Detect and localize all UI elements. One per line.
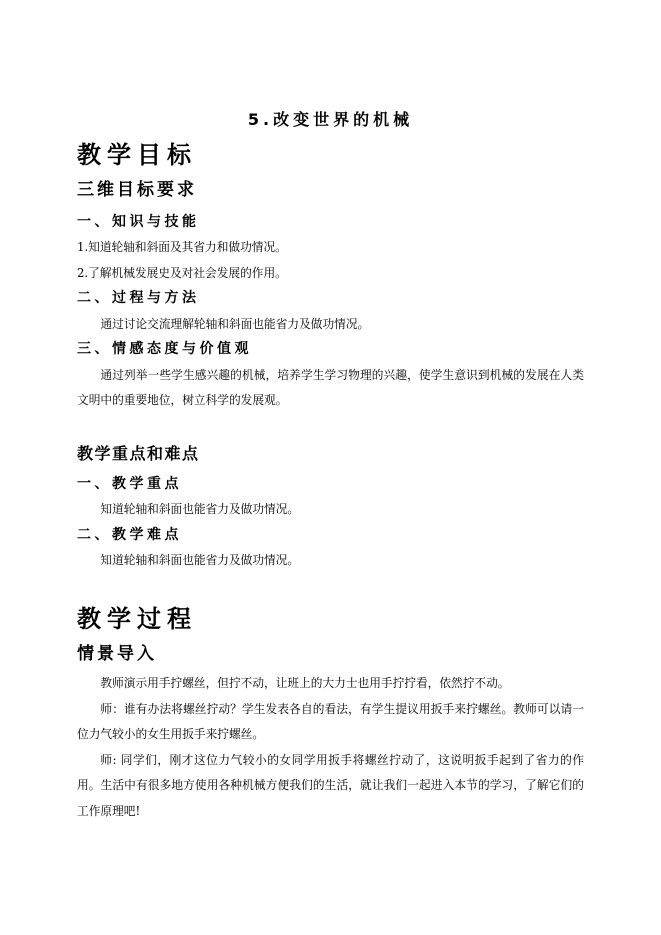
heading-teaching-process: 教学过程 [77,603,197,633]
heading-emotion-attitude-values: 三、情感态度与价值观 [77,341,252,357]
heading-knowledge-and-skills: 一、知识与技能 [77,213,200,230]
process-paragraph: 师：谁有办法将螺丝拧动？学生发表各自的看法，有学生提议用扳手来拧螺丝。教师可以请一位力气较小的女生用扳手来拧螺丝。 [77,701,584,741]
heading-three-dimensional-requirements: 三维目标要求 [77,180,197,200]
process-paragraph: 师: 同学们，刚才这位力气较小的女同学用扳手将螺丝拧动了，这说明扳手起到了省力的作用。生活中有很多地方使用各种机械方便我们的生活，就让我们一起进入本节的学习，了解它们的工作原理吧! [77,752,584,818]
heading-process-and-method: 二、过程与方法 [77,290,200,306]
emotion-values-text: 通过列举一些学生感兴趣的机械，培养学生学习物理的兴趣，使学生意识到机械的发展在人类文明中的重要地位，树立科学的发展观。 [77,367,584,407]
doc-title: 5.改变世界的机械 [247,110,414,129]
teaching-difficulty-text: 知道轮轴和斜面也能省力及做功情况。 [100,553,300,567]
knowledge-item: 2.了解机械发展史及对社会发展的作用。 [77,265,287,280]
process-paragraph: 教师演示用手拧螺丝，但拧不动，让班上的大力士也用手拧拧看，依然拧不动。 [100,676,510,690]
process-method-text: 通过讨论交流理解轮轴和斜面也能省力及做功情况。 [100,316,370,331]
heading-teaching-focus: 一、教学重点 [77,475,182,492]
heading-teaching-difficulty: 二、教学难点 [77,526,182,543]
knowledge-item: 1.知道轮轴和斜面及其省力和做功情况。 [77,240,287,254]
heading-teaching-objectives: 教学目标 [77,140,197,169]
heading-scenario-introduction: 情景导入 [77,643,157,664]
heading-key-points-and-difficulties: 教学重点和难点 [77,443,200,463]
teaching-focus-text: 知道轮轴和斜面也能省力及做功情况。 [100,502,300,516]
